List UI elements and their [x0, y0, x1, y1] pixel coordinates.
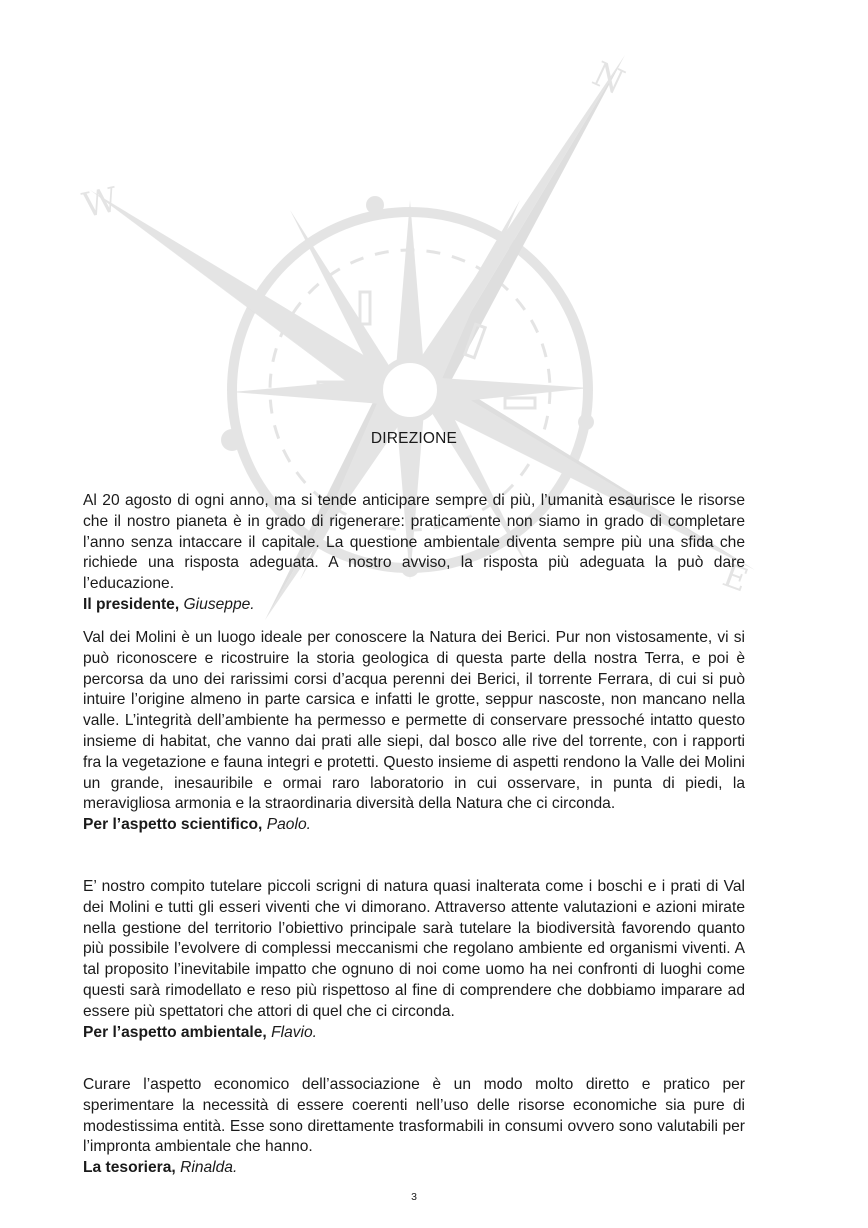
- signature-role: La tesoriera,: [83, 1159, 176, 1177]
- signature: [83, 595, 745, 616]
- section-body: Val dei Molini è un luogo ideale per conoscere la Natura dei Berici. Pur non vistosamente, vi si può riconoscere e ricostruire la storia geologica di questa parte della nostra Terra, e poi è percorsa da uno dei rarissimi corsi d’acqua perenni dei Berici, il torrente Ferrara, di cui si può intuire l’origine almeno in parte carsica e infatti le grotte, seppur nascoste, non mancano nella valle. L’integrità dell’ambiente ha permesso e permette di conservare pressoché intatto questo insieme di habitat, che vanno dai prati alle siepi, dal bosco alle rive del torrente, con i rapporti fra la vegetazione e fauna integri e protetti. Questo insieme di aspetti rendono la Valle dei Molini un grande, inesauribile e ormai raro laboratorio in cui osservare, in punta di piedi, la meravigliosa armonia e la straordinaria diversità della Natura che ci circonda.: [83, 629, 745, 813]
- svg-text:E: E: [718, 555, 753, 600]
- signature-role: Per l’aspetto ambientale,: [83, 1023, 267, 1041]
- section-body: E’ nostro compito tutelare piccoli scrigni di natura quasi inalterata come i boschi e i prati di Val dei Molini e tutti gli esseri viventi che vi dimorano. Attraverso attente valutazioni e azioni mirate nella gestione del territorio l’obiettivo principale sarà tutelare la biodiversità favorendo quanto più possibile l’evolvere di complessi meccanismi che regolano ambiente ed organismi viventi. A tal proposito l’inevitabile impatto che ognuno di noi come uomo ha nei confronti di luoghi come questi sarà rimodellato e reso più rispettoso al fine di comprendere che dobbiamo imparare ad essere più spettatori che attori di quel che ci circonda.: [83, 878, 745, 1020]
- section-body: Al 20 agosto di ogni anno, ma si tende anticipare sempre di più, l’umanità esaurisce le risorse che il nostro pianeta è in grado di rigenerare: praticamente non siamo in grado di completare l’anno senza intaccare il capitale. La questione ambientale diventa sempre più una sfida che richiede una risposta adeguata. A nostro avviso, la risposta più adeguata la può dare l’educazione.: [83, 492, 745, 593]
- section-body: Curare l’aspetto economico dell’associazione è un modo molto diretto e pratico per sperimentare la necessità di essere coerenti nell’uso delle risorse economiche sia pure di modestissima entità. Esse sono direttamente trasformabili in consumi ovvero sono valutabili per l’impronta ambientale che hanno.: [83, 1076, 745, 1156]
- signature: [83, 1023, 745, 1044]
- section-tesoriera: [83, 1075, 745, 1179]
- section-scientifico: [83, 628, 745, 836]
- signature-name: Paolo.: [266, 816, 311, 834]
- signature-name: Rinalda.: [180, 1159, 238, 1177]
- signature-name: Flavio.: [271, 1023, 318, 1041]
- page-number: 3: [411, 1191, 417, 1203]
- svg-text:W: W: [78, 179, 122, 227]
- page-heading: DIREZIONE: [370, 430, 458, 447]
- signature-role: Per l’aspetto scientifico,: [83, 816, 263, 834]
- signature-role: Il presidente,: [83, 595, 180, 613]
- signature-name: Giuseppe.: [183, 595, 255, 613]
- signature: [83, 815, 745, 836]
- section-presidente: [83, 491, 745, 616]
- signature: [83, 1158, 745, 1179]
- svg-text:N: N: [586, 54, 631, 103]
- section-ambientale: [83, 877, 745, 1043]
